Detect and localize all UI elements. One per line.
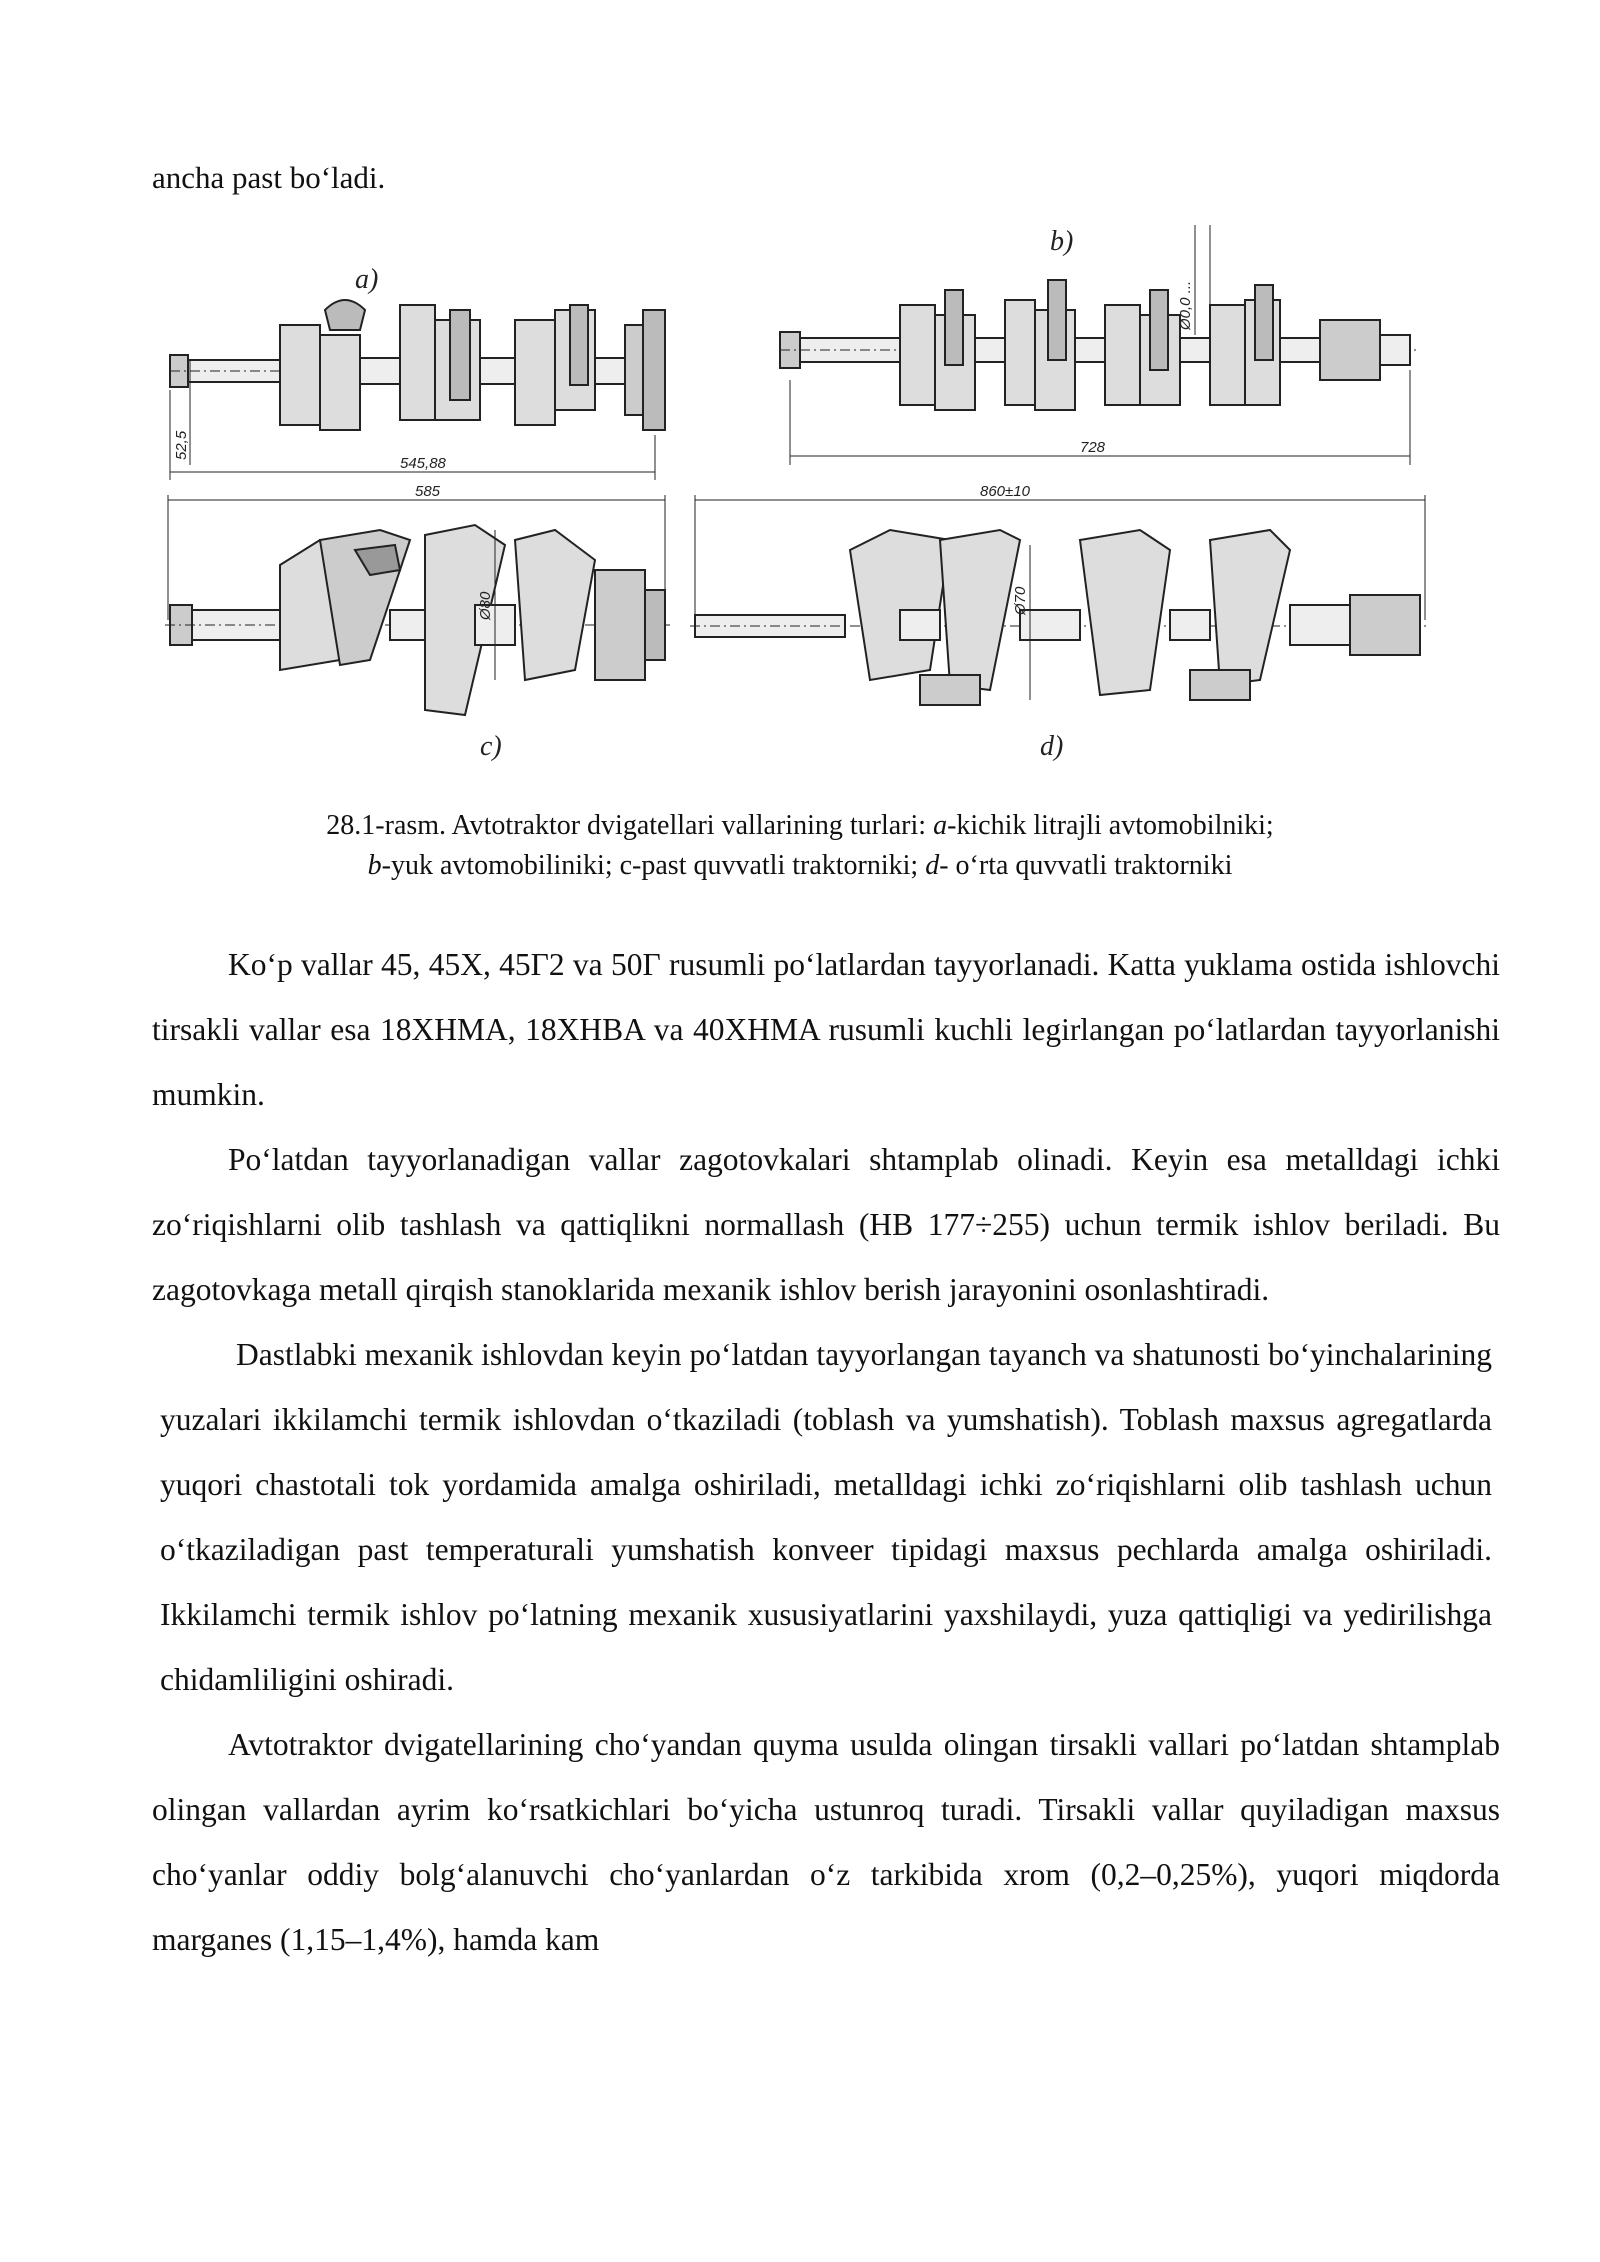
caption-line-2 [150, 846, 1450, 886]
caption-b: b [367, 850, 382, 881]
dimension-b-length: 728 [1080, 439, 1106, 456]
caption-line-1 [150, 806, 1450, 846]
figure-caption [150, 806, 1450, 886]
caption-prefix: 28.1-rasm. Avtotraktor dvigatellari vallarining turlari: [326, 810, 934, 841]
figure-label-d: d) [1040, 731, 1064, 762]
dimension-a-diameter: 52,5 [173, 430, 190, 460]
crankshaft-a [170, 300, 670, 480]
dimension-a-length: 545,88 [400, 455, 446, 472]
caption-d: d [925, 850, 940, 881]
crankshaft-drawings [150, 210, 1430, 770]
figure-label-c: c) [480, 731, 502, 762]
paragraph-3: Dastlabki mexanik ishlovdan keyin po‘latdan tayyorlangan tayanch va shatunosti bo‘yinchalarining yuzalari ikkilamchi termik ishlovdan o‘tkaziladi (toblash va yumshatish). Toblash maxsus agregatlarda yuqori chastotali tok yordamida amalga oshiriladi, metalldagi ichki zo‘riqishlarni olib tashlash uchun o‘tkaziladigan past temperaturali yumshatish konveer tipidagi maxsus pechlarda amalga oshiriladi. Ikkilamchi termik ishlov po‘latning mexanik xususiyatlarini yaxshilaydi, yuza qattiqligi va yedirilishga chidamliligini oshiradi. [160, 1337, 1492, 1697]
figure-label-b: b) [1050, 226, 1074, 257]
dimension-c-length: 585 [415, 483, 441, 500]
crankshaft-d [690, 495, 1430, 705]
crankshaft-figure [150, 210, 1430, 770]
caption-b-text: -yuk avtomobiliniki; c-past quvvatli traktorniki; [381, 850, 926, 881]
figure-label-a: a) [355, 264, 379, 295]
dimension-c-diameter: Ø80 [477, 591, 494, 620]
dimension-d-diameter: Ø70 [1012, 586, 1029, 615]
paragraph-1: Ko‘p vallar 45, 45X, 45Г2 va 50Г rusumli po‘latlardan tayyorlanadi. Katta yuklama ostida ishlovchi tirsakli vallar esa 18XHMA, 18XHBA va 40XHMA rusumli kuchli legirlangan po‘latlardan tayyorlanishi mumkin. [152, 947, 1500, 1112]
dimension-d-length: 860±10 [980, 483, 1030, 500]
dimension-b-note: Ø0,0 ... [1177, 280, 1194, 330]
caption-d-text: - o‘rta quvvatli traktorniki [939, 850, 1233, 881]
caption-a-text: -kichik litrajli avtomobilniki; [947, 810, 1274, 841]
lead-text: ancha past bo‘ladi. [152, 160, 386, 195]
paragraph-4: Avtotraktor dvigatellarining cho‘yandan quyma usulda olingan tirsakli vallari po‘latdan shtamplab olingan vallardan ayrim ko‘rsatkichlari bo‘yicha ustunroq turadi. Tirsakli vallar quyiladigan maxsus cho‘yanlar oddiy bolg‘alanuvchi cho‘yanlardan o‘z tarkibida xrom (0,2–0,25%), yuqori miqdorda marganes (1,15–1,4%), hamda kam [152, 1727, 1500, 1957]
body-text [152, 932, 1500, 1972]
crankshaft-b [780, 225, 1420, 465]
crankshaft-c [165, 495, 670, 715]
caption-a: a [933, 810, 948, 841]
paragraph-2: Po‘latdan tayyorlanadigan vallar zagotovkalari shtamplab olinadi. Keyin esa metalldagi ichki zo‘riqishlarni olib tashlash va qattiqlikni normallash (HB 177÷255) uchun termik ishlov beriladi. Bu zagotovkaga metall qirqish stanoklarida mexanik ishlov berish jarayonini osonlashtiradi. [152, 1142, 1500, 1307]
